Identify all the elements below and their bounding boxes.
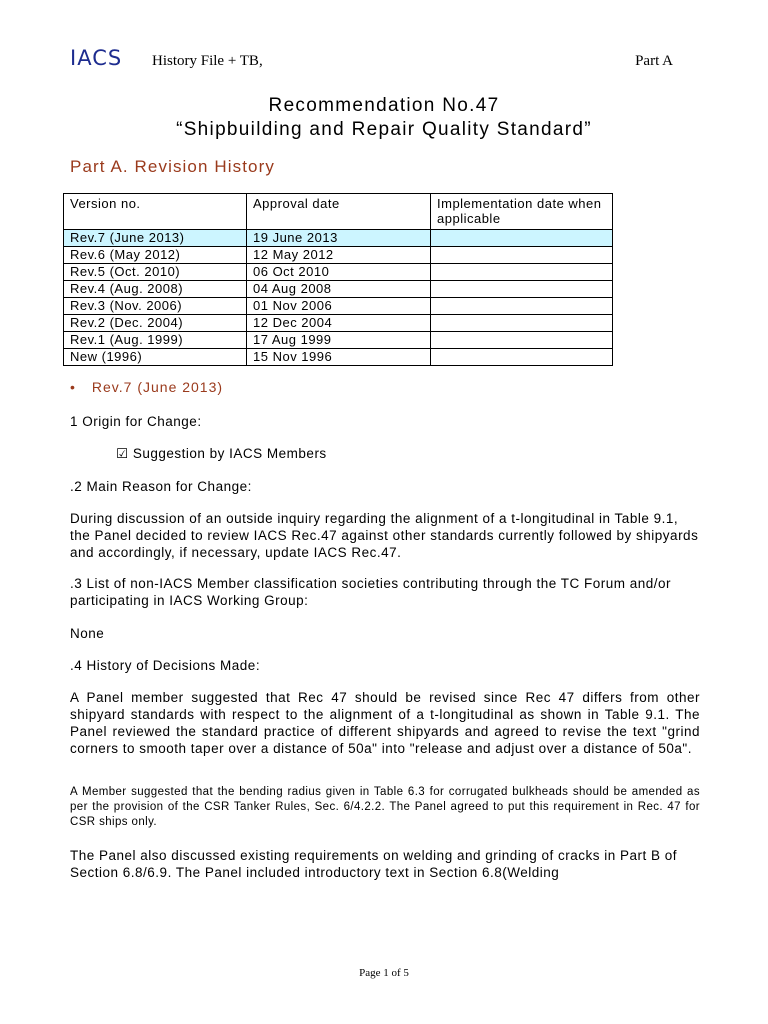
page-number: Page 1 of 5 xyxy=(359,967,409,979)
revision-history-table xyxy=(63,193,613,366)
implementation-date-cell xyxy=(431,332,613,349)
table-row xyxy=(64,264,613,281)
version-cell: Rev.5 (Oct. 2010) xyxy=(64,264,247,281)
origin-checkbox-item: ☑ Suggestion by IACS Members xyxy=(116,446,327,461)
section-heading: Part A. Revision History xyxy=(70,157,275,176)
bullet-icon: • xyxy=(70,379,76,395)
version-cell: Rev.3 (Nov. 2006) xyxy=(64,298,247,315)
bullet-heading-text: Rev.7 (June 2013) xyxy=(91,379,224,395)
implementation-date-cell xyxy=(431,349,613,366)
decision-paragraph-1: A Panel member suggested that Rec 47 should be revised since Rec 47 differs from other shipyard standards with respect to the alignment of a t-longitudinal as shown in Table 9.1. The Panel reviewed the standard practice of different shipyards and agreed to revise the text "grind corners to smooth taper over a distance of 50a" into "release and adjust over a distance of 50a". xyxy=(70,690,700,756)
implementation-date-cell xyxy=(431,230,613,247)
table-row xyxy=(64,247,613,264)
table-row xyxy=(64,315,613,332)
approval-date-cell: 12 May 2012 xyxy=(247,247,431,264)
origin-heading: 1 Origin for Change: xyxy=(70,414,202,429)
table-row xyxy=(64,349,613,366)
approval-date-cell: 17 Aug 1999 xyxy=(247,332,431,349)
header-file-label: History File + TB, xyxy=(152,53,263,69)
nonmember-heading: .3 List of non-IACS Member classification societies contributing through the TC Forum and/or participating in IACS Working Group: xyxy=(70,576,672,608)
version-cell: Rev.7 (June 2013) xyxy=(64,230,247,247)
approval-date-cell: 15 Nov 1996 xyxy=(247,349,431,366)
column-header-approval-date: Approval date xyxy=(247,194,431,230)
approval-date-cell: 19 June 2013 xyxy=(247,230,431,247)
version-cell: Rev.2 (Dec. 2004) xyxy=(64,315,247,332)
decisions-heading: .4 History of Decisions Made: xyxy=(70,658,261,673)
implementation-date-cell xyxy=(431,247,613,264)
header-part-label: Part A xyxy=(635,53,673,69)
version-cell: Rev.6 (May 2012) xyxy=(64,247,247,264)
column-header-implementation-date: Implementation date when applicable xyxy=(431,194,613,230)
table-header-row xyxy=(64,194,613,230)
iacs-logo: IACS xyxy=(70,46,123,70)
version-cell: New (1996) xyxy=(64,349,247,366)
column-header-version: Version no. xyxy=(64,194,247,230)
decision-paragraph-3: The Panel also discussed existing requirements on welding and grinding of cracks in Part B of Section 6.8/6.9. The Panel included introductory text in Section 6.8(Welding xyxy=(70,848,678,880)
table-row xyxy=(64,281,613,298)
version-cell: Rev.4 (Aug. 2008) xyxy=(64,281,247,298)
implementation-date-cell xyxy=(431,281,613,298)
table-row xyxy=(64,298,613,315)
decision-paragraph-2: A Member suggested that the bending radius given in Table 6.3 for corrugated bulkheads should be amended as per the provision of the CSR Tanker Rules, Sec. 6/4.2.2. The Panel agreed to put this requirement in Rec. 47 for CSR ships only. xyxy=(70,786,700,828)
implementation-date-cell xyxy=(431,298,613,315)
nonmember-paragraph: None xyxy=(70,626,105,641)
approval-date-cell: 01 Nov 2006 xyxy=(247,298,431,315)
page-header xyxy=(70,46,673,70)
table-row xyxy=(64,230,613,247)
approval-date-cell: 04 Aug 2008 xyxy=(247,281,431,298)
implementation-date-cell xyxy=(431,315,613,332)
approval-date-cell: 06 Oct 2010 xyxy=(247,264,431,281)
approval-date-cell: 12 Dec 2004 xyxy=(247,315,431,332)
document-title: Recommendation No.47 xyxy=(268,95,500,116)
reason-heading: .2 Main Reason for Change: xyxy=(70,479,252,494)
revision-bullet-heading xyxy=(70,379,223,395)
reason-paragraph: During discussion of an outside inquiry regarding the alignment of a t-longitudinal in Table 9.1, the Panel decided to review IACS Rec.47 against other standards currently followed by shipyards and accordingly, if necessary, update IACS Rec.47. xyxy=(70,511,699,560)
implementation-date-cell xyxy=(431,264,613,281)
table-row xyxy=(64,332,613,349)
document-subtitle: “Shipbuilding and Repair Quality Standard” xyxy=(176,119,592,140)
version-cell: Rev.1 (Aug. 1999) xyxy=(64,332,247,349)
